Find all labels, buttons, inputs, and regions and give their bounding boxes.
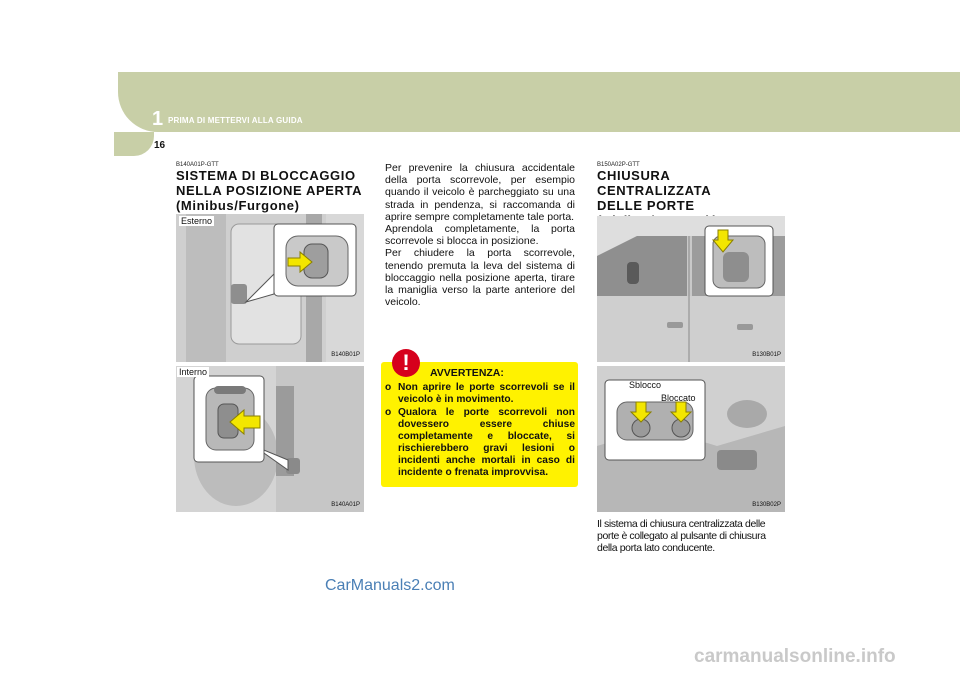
chapter-title: PRIMA DI METTERVI ALLA GUIDA [168,116,303,125]
figure-van-exterior [597,216,785,362]
section-title-line: (Minibus/Furgone) [176,198,300,213]
warning-item: o Non aprire le porte scorrevoli se il veicolo è in movimento. [385,382,575,406]
warning-icon: ! [392,349,420,377]
paragraph: Aprendola completamente, la porta scorrevole si blocca in posizione. [385,223,575,248]
figure-code: B140A01P [331,502,360,508]
body-text [385,162,575,308]
door-switch-illustration [597,366,785,512]
figure-label-interior: Interno [179,367,208,377]
figure-code: B130B01P [752,352,781,358]
header-tab [114,132,154,156]
paragraph: Per chiudere la porta scorrevole, tenendo premuta la leva del sistema di bloccaggio nella posizione aperta, tirare la maniglia verso la parte anteriore del veicolo. [385,247,575,309]
interior-door-illustration [176,366,364,512]
section-title-line: CHIUSURA CENTRALIZZATA [597,168,712,198]
section-title-line: NELLA POSIZIONE APERTA [176,183,363,198]
section-open-lock [176,162,364,213]
section-title-line: SISTEMA DI BLOCCAGGIO [176,168,356,183]
van-illustration [597,216,785,362]
paragraph: Per prevenire la chiusura accidentale della porta scorrevole, per esempio quando il veicolo è parcheggiato su una strada in pendenza, si raccomanda di aprire sempre completamente tale porta. [385,162,575,223]
label-lock: Bloccato [661,393,696,403]
figure-code: B140B01P [331,352,360,358]
chapter-number: 1 [152,108,164,130]
watermark-right[interactable]: carmanualsonline.info [694,646,896,667]
figure-code: B130B02P [752,502,781,508]
page-number: 16 [154,140,166,151]
exterior-door-illustration [176,214,364,362]
section-code: B150A02P-GTT [597,162,640,168]
warning-list [385,382,575,480]
section-title-line: DELLE PORTE [597,198,695,213]
section-title [176,168,364,213]
section-code: B140A01P-GTT [176,162,219,168]
label-unlock: Sblocco [629,380,662,390]
figure-label-exterior: Esterno [181,216,213,226]
central-locking-text: Il sistema di chiusura centralizzata delle porte è collegato al pulsante di chiusura della porta lato conducente. [597,518,766,555]
warning-title: AVVERTENZA: [430,367,504,379]
warning-item: o Qualora le porte scorrevoli non dovessero essere chiuse completamente e bloccate, si rischierebbero gravi lesioni o incidenti anche mortali in caso di incidente o frenata improvvisa. [385,407,575,479]
figure-interior-lever [176,366,364,512]
watermark-left[interactable]: CarManuals2.com [325,577,455,594]
figure-lock-switch [597,366,785,512]
figure-exterior-handle [176,214,364,362]
